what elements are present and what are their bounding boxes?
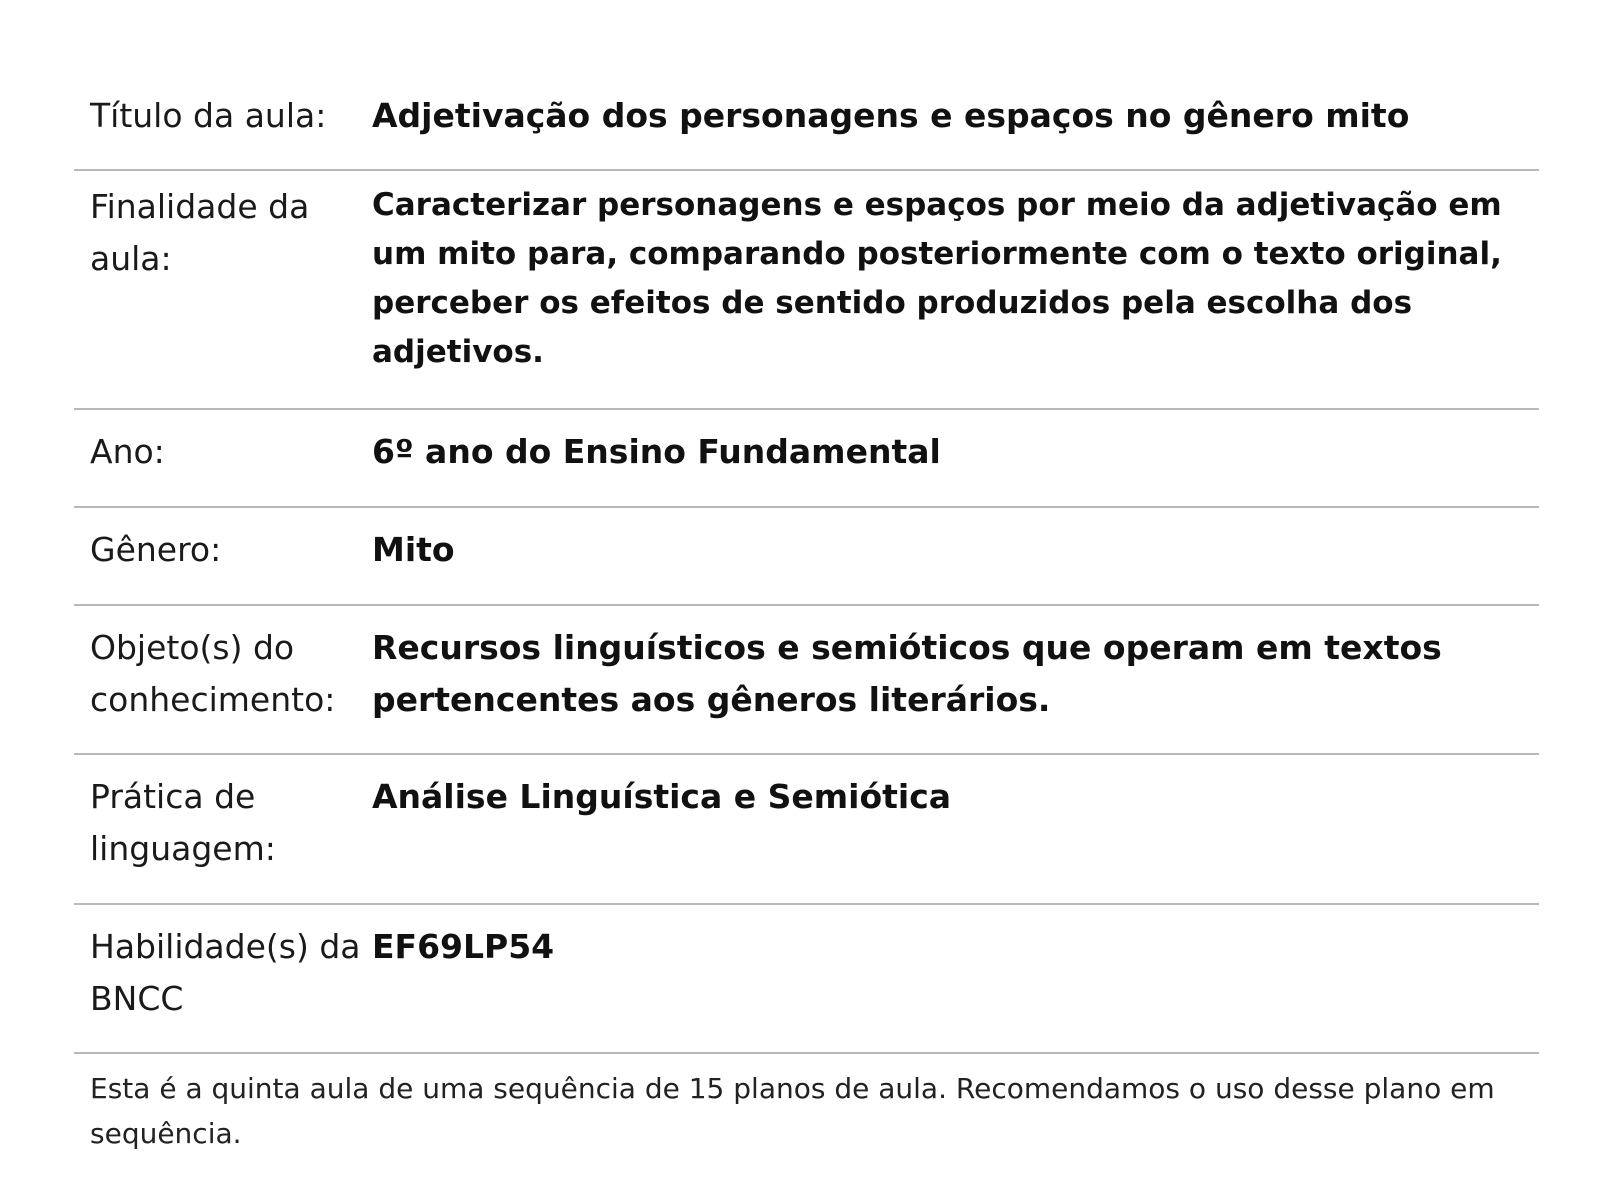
row-label: Ano:	[90, 432, 165, 471]
row-genre	[74, 508, 1539, 606]
row-knowledge-objects	[74, 606, 1539, 755]
row-lesson-purpose	[74, 171, 1539, 410]
row-label: Título da aula:	[90, 96, 327, 135]
row-value: Adjetivação dos personagens e espaços no gênero mito	[372, 96, 1410, 135]
row-value: Caracterizar personagens e espaços por meio da adjetivação em um mito para, comparando posteriormente com o texto original, perceber os efeitos de sentido produzidos pela escolha dos adjetivos.	[372, 187, 1502, 370]
row-value: EF69LP54	[372, 927, 555, 966]
row-value: Mito	[372, 530, 455, 569]
lesson-info-table	[74, 78, 1539, 1054]
row-label: Objeto(s) do conhecimento:	[90, 628, 336, 719]
row-year	[74, 410, 1539, 508]
row-language-practice	[74, 755, 1539, 905]
row-label: Prática de linguagem:	[90, 777, 276, 868]
row-value: Recursos linguísticos e semióticos que operam em textos pertencentes aos gêneros literários.	[372, 628, 1442, 719]
sequence-note: Esta é a quinta aula de uma sequência de 15 planos de aula. Recomendamos o uso desse plano em sequência.	[90, 1072, 1495, 1150]
row-label: Finalidade da aula:	[90, 187, 310, 278]
row-value: Análise Linguística e Semiótica	[372, 777, 952, 816]
row-label: Habilidade(s) da BNCC	[90, 927, 361, 1018]
row-label: Gênero:	[90, 530, 222, 569]
row-bncc-skills	[74, 905, 1539, 1054]
row-value: 6º ano do Ensino Fundamental	[372, 432, 941, 471]
row-lesson-title	[74, 78, 1539, 171]
